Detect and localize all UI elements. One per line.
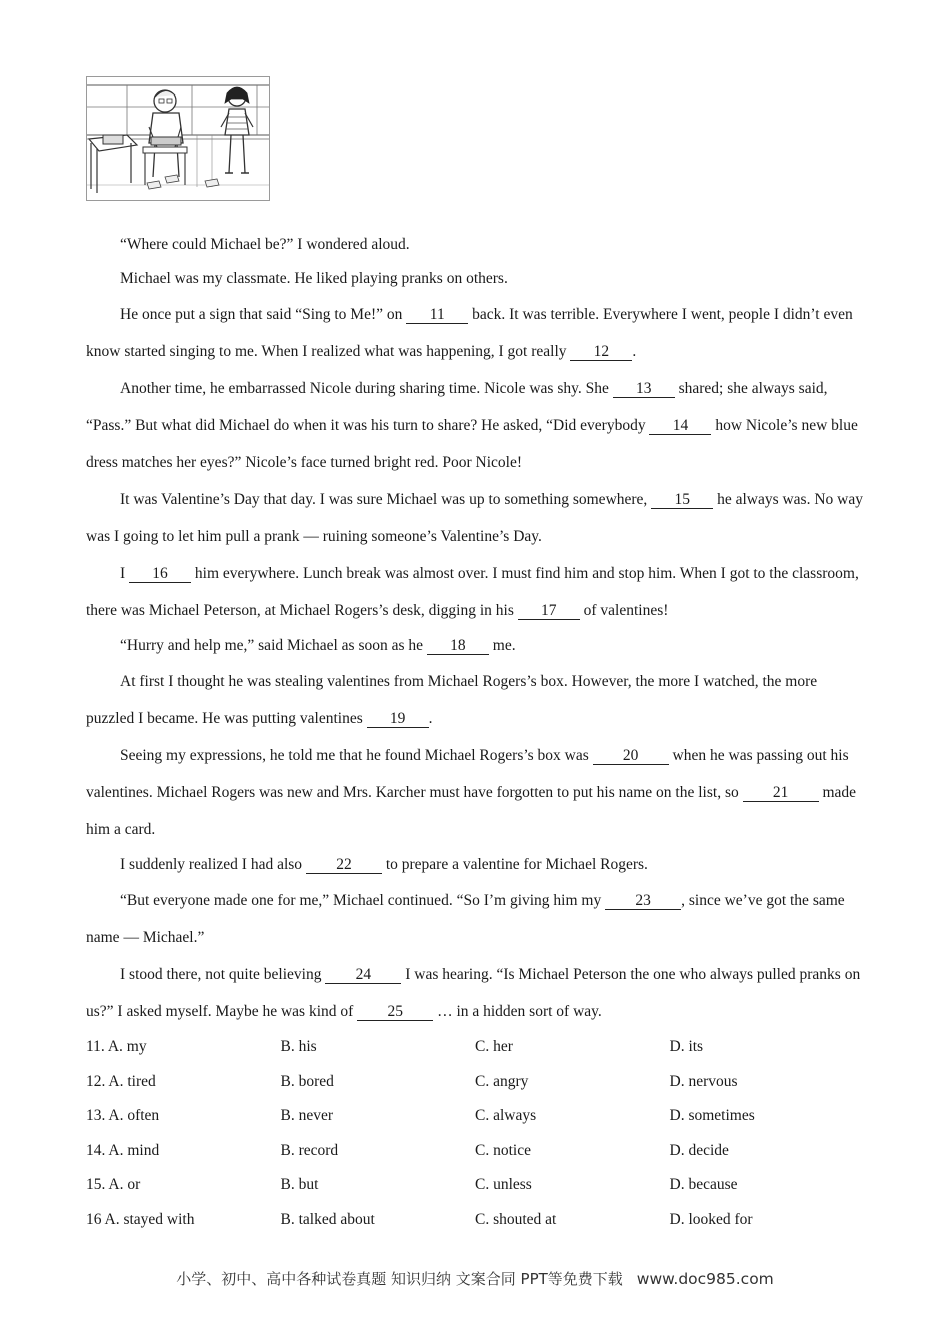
paragraph-4 — [86, 370, 866, 481]
option-d: D. nervous — [669, 1072, 738, 1090]
option-c: C. shouted at — [475, 1210, 557, 1228]
paragraph-1: “Where could Michael be?” I wondered aloud. — [120, 236, 410, 253]
paragraph-5 — [86, 481, 866, 555]
blank-22: 22 — [306, 856, 382, 874]
paragraph-text: . — [632, 343, 637, 360]
option-b: B. but — [280, 1176, 319, 1194]
blank-21: 21 — [743, 784, 819, 802]
paragraph-text: I was hearing. “Is Michael Peterson the one who always pulled pranks on us?” I asked myself. Maybe he was kind of — [86, 966, 861, 1020]
paragraph-8 — [86, 663, 866, 737]
paragraph-text: I suddenly realized I had also — [120, 856, 303, 873]
paragraph-text: him everywhere. Lunch break was almost over. I must find him and stop him. When I got to the classroom, there was Michael Peterson, at Michael Rogers’s desk, digging in his — [86, 565, 859, 619]
blank-20: 20 — [593, 747, 669, 765]
paragraph-text: he always was. No way was I going to let him pull a prank — ruining someone’s Valentine’s Day. — [86, 491, 863, 545]
paragraph-text: when he was passing out his valentines. Michael Rogers was new and Mrs. Karcher must have forgotten to put his name on the list, so — [86, 747, 849, 801]
paragraph-text: Another time, he embarrassed Nicole during sharing time. Nicole was shy. She — [120, 380, 609, 397]
blank-12: 12 — [570, 343, 632, 361]
blank-25: 25 — [357, 1003, 433, 1021]
passage — [86, 228, 866, 1237]
blank-15: 15 — [651, 491, 713, 509]
paragraph-text: back. It was terrible. Everywhere I went, people I didn’t even know started singing to me. When I realized what was happening, I got really — [86, 306, 853, 360]
option-d: D. its — [669, 1038, 704, 1056]
option-d: D. sometimes — [669, 1107, 755, 1125]
option-row-14 — [86, 1134, 866, 1169]
option-row-15 — [86, 1168, 866, 1203]
option-row-11 — [86, 1030, 866, 1065]
paragraph-text: “But everyone made one for me,” Michael continued. “So I’m giving him my — [120, 892, 602, 909]
paragraph-text: It was Valentine’s Day that day. I was sure Michael was up to something somewhere, — [120, 491, 648, 508]
page-footer — [0, 1268, 950, 1289]
paragraph-text: me. — [492, 637, 516, 654]
option-a: 11. A. my — [86, 1038, 147, 1056]
paragraph-text: … in a hidden sort of way. — [437, 1003, 602, 1020]
blank-24: 24 — [325, 966, 401, 984]
option-a: 13. A. often — [86, 1107, 160, 1125]
paragraph-7 — [86, 629, 866, 663]
option-d: D. because — [669, 1176, 738, 1194]
paragraph-text: , since we’ve got the same name — Michael.” — [86, 892, 845, 946]
option-row-12 — [86, 1065, 866, 1100]
option-row-16 — [86, 1203, 866, 1238]
footer-site-link[interactable]: www.doc985.com — [636, 1270, 774, 1288]
paragraph-11 — [86, 882, 866, 956]
option-b: B. his — [280, 1038, 317, 1056]
option-d: D. looked for — [669, 1210, 753, 1228]
blank-17: 17 — [518, 602, 580, 620]
blank-23: 23 — [605, 892, 681, 910]
option-b: B. bored — [280, 1072, 334, 1090]
option-row-13 — [86, 1099, 866, 1134]
blank-13: 13 — [613, 380, 675, 398]
footer-text: 小学、初中、高中各种试卷真题 知识归纳 文案合同 PPT等免费下载 — [176, 1270, 623, 1288]
paragraph-3 — [86, 296, 866, 370]
paragraph-text: Seeing my expressions, he told me that he found Michael Rogers’s box was — [120, 747, 589, 764]
option-a: 15. A. or — [86, 1176, 141, 1194]
paragraph-text: how Nicole’s new blue dress matches her eyes?” Nicole’s face turned bright red. Poor Nicole! — [86, 417, 858, 471]
paragraph-2: Michael was my classmate. He liked playing pranks on others. — [120, 270, 508, 287]
paragraph-text: of valentines! — [583, 602, 669, 619]
paragraph-text: . — [428, 710, 433, 727]
option-c: C. notice — [475, 1141, 531, 1159]
paragraph-10 — [86, 848, 866, 882]
paragraph-12 — [86, 956, 866, 1030]
blank-19: 19 — [367, 710, 429, 728]
paragraph-text: I — [120, 565, 126, 582]
option-b: B. never — [280, 1107, 334, 1125]
paragraph-text: shared; she always said, “Pass.” But what did Michael do when it was his turn to share? He asked, “Did everybody — [86, 380, 828, 434]
paragraph-9 — [86, 737, 866, 848]
paragraph-text: to prepare a valentine for Michael Rogers. — [385, 856, 648, 873]
answer-options — [86, 1030, 866, 1237]
blank-11: 11 — [406, 306, 468, 324]
option-a: 16 A. stayed with — [86, 1210, 195, 1228]
paragraph-text: He once put a sign that said “Sing to Me!” on — [120, 306, 403, 323]
blank-14: 14 — [649, 417, 711, 435]
option-d: D. decide — [669, 1141, 729, 1159]
paragraph-text: made him a card. — [86, 784, 857, 838]
option-b: B. talked about — [280, 1210, 375, 1228]
option-c: C. her — [475, 1038, 513, 1056]
blank-18: 18 — [427, 637, 489, 655]
option-c: C. angry — [475, 1072, 529, 1090]
option-b: B. record — [280, 1141, 339, 1159]
option-a: 14. A. mind — [86, 1141, 160, 1159]
option-c: C. unless — [475, 1176, 532, 1194]
classroom-scene-image — [87, 77, 269, 200]
paragraph-text: I stood there, not quite believing — [120, 966, 322, 983]
blank-16: 16 — [129, 565, 191, 583]
paragraph-text: At first I thought he was stealing valentines from Michael Rogers’s box. However, the more I watched, the more puzzled I became. He was putting valentines — [86, 673, 818, 727]
paragraph-6 — [86, 555, 866, 629]
classroom-scene-illustration — [86, 76, 270, 201]
option-c: C. always — [475, 1107, 537, 1125]
paragraph-text: “Hurry and help me,” said Michael as soon as he — [120, 637, 424, 654]
option-a: 12. A. tired — [86, 1072, 156, 1090]
